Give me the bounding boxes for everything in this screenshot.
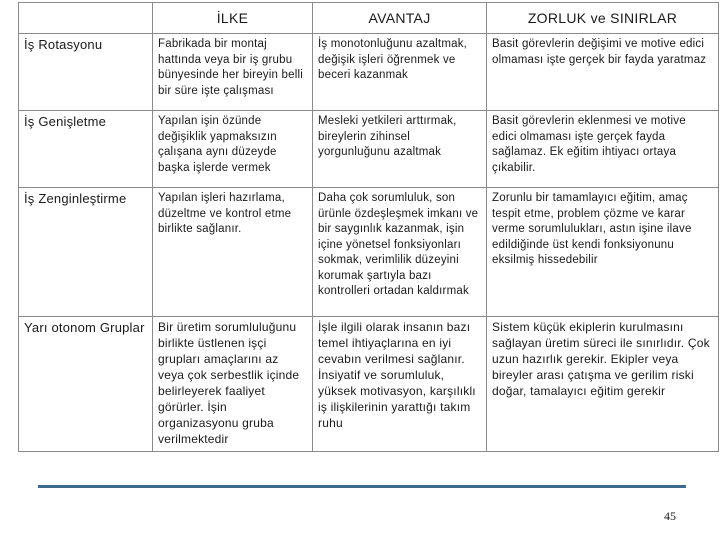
row-title: İş Zenginleştirme — [19, 188, 153, 317]
ilke-cell: Fabrikada bir montaj hattında veya bir iş grubu bünyesinde her bireyin belli bir süre işte çalışması — [153, 34, 313, 111]
avantaj-cell: İşle ilgili olarak insanın bazı temel ihtiyaçlarına en iyi cevabın verilmesi sağlanır. İnsiyatif ve sorumluluk, yüksek motivasyon, karşılıklı iş ilişkilerinin yarattığı takım ruhu — [313, 317, 487, 452]
avantaj-cell: Mesleki yetkileri arttırmak, bireylerin zihinsel yorgunluğunu azaltmak — [313, 111, 487, 188]
header-corner-cell — [19, 3, 153, 34]
ilke-cell: Yapılan işleri hazırlama, düzeltme ve kontrol etme birlikte sağlanır. — [153, 188, 313, 317]
ilke-cell: Yapılan işin özünde değişiklik yapmaksızın çalışana aynı düzeyde başka işlerde vermek — [153, 111, 313, 188]
zorluk-cell: Basit görevlerin eklenmesi ve motive edici olmaması işte gerçek fayda sağlamaz. Ek eğitim ihtiyacı ortaya çıkabilir. — [487, 111, 719, 188]
comparison-table — [18, 2, 719, 452]
header-zorluk: ZORLUK ve SINIRLAR — [487, 3, 719, 34]
row-title: İş Genişletme — [19, 111, 153, 188]
page-number: 45 — [664, 509, 676, 523]
header-avantaj: AVANTAJ — [313, 3, 487, 34]
table-header-row — [19, 3, 719, 34]
footer-divider — [38, 485, 686, 488]
avantaj-cell: Daha çok sorumluluk, son ürünle özdeşleşmek imkanı ve bir saygınlık kazanmak, işin içine yönetsel fonksiyonları sokmak, verimlilik düzeyini korumak şartıyla bazı kontrolleri ortadan kaldırmak — [313, 188, 487, 317]
table-row — [19, 34, 719, 111]
table-row — [19, 317, 719, 452]
table-row — [19, 188, 719, 317]
zorluk-cell: Sistem küçük ekiplerin kurulmasını sağlayan üretim süreci ile sınırlıdır. Çok uzun hazırlık gerekir. Ekipler veya bireyler arası çatışma ve gerilim riski doğar, tamalayıcı eğitim gerekir — [487, 317, 719, 452]
zorluk-cell: Basit görevlerin değişimi ve motive edici olmaması işte gerçek bir fayda yaratmaz — [487, 34, 719, 111]
avantaj-cell: İş monotonluğunu azaltmak, değişik işleri öğrenmek ve beceri kazanmak — [313, 34, 487, 111]
header-ilke: İLKE — [153, 3, 313, 34]
zorluk-cell: Zorunlu bir tamamlayıcı eğitim, amaç tespit etme, problem çözme ve karar verme sorumlulukları, astın işine ilave edildiğinde üst kendi fonksiyonunu eksilmiş hissedebilir — [487, 188, 719, 317]
table-row — [19, 111, 719, 188]
row-title: Yarı otonom Gruplar — [19, 317, 153, 452]
ilke-cell: Bir üretim sorumluluğunu birlikte üstlenen işçi grupları amaçlarını az veya çok serbestlik içinde belirleyerek faaliyet görürler. İşin organizasyonu gruba verilmektedir — [153, 317, 313, 452]
row-title: İş Rotasyonu — [19, 34, 153, 111]
